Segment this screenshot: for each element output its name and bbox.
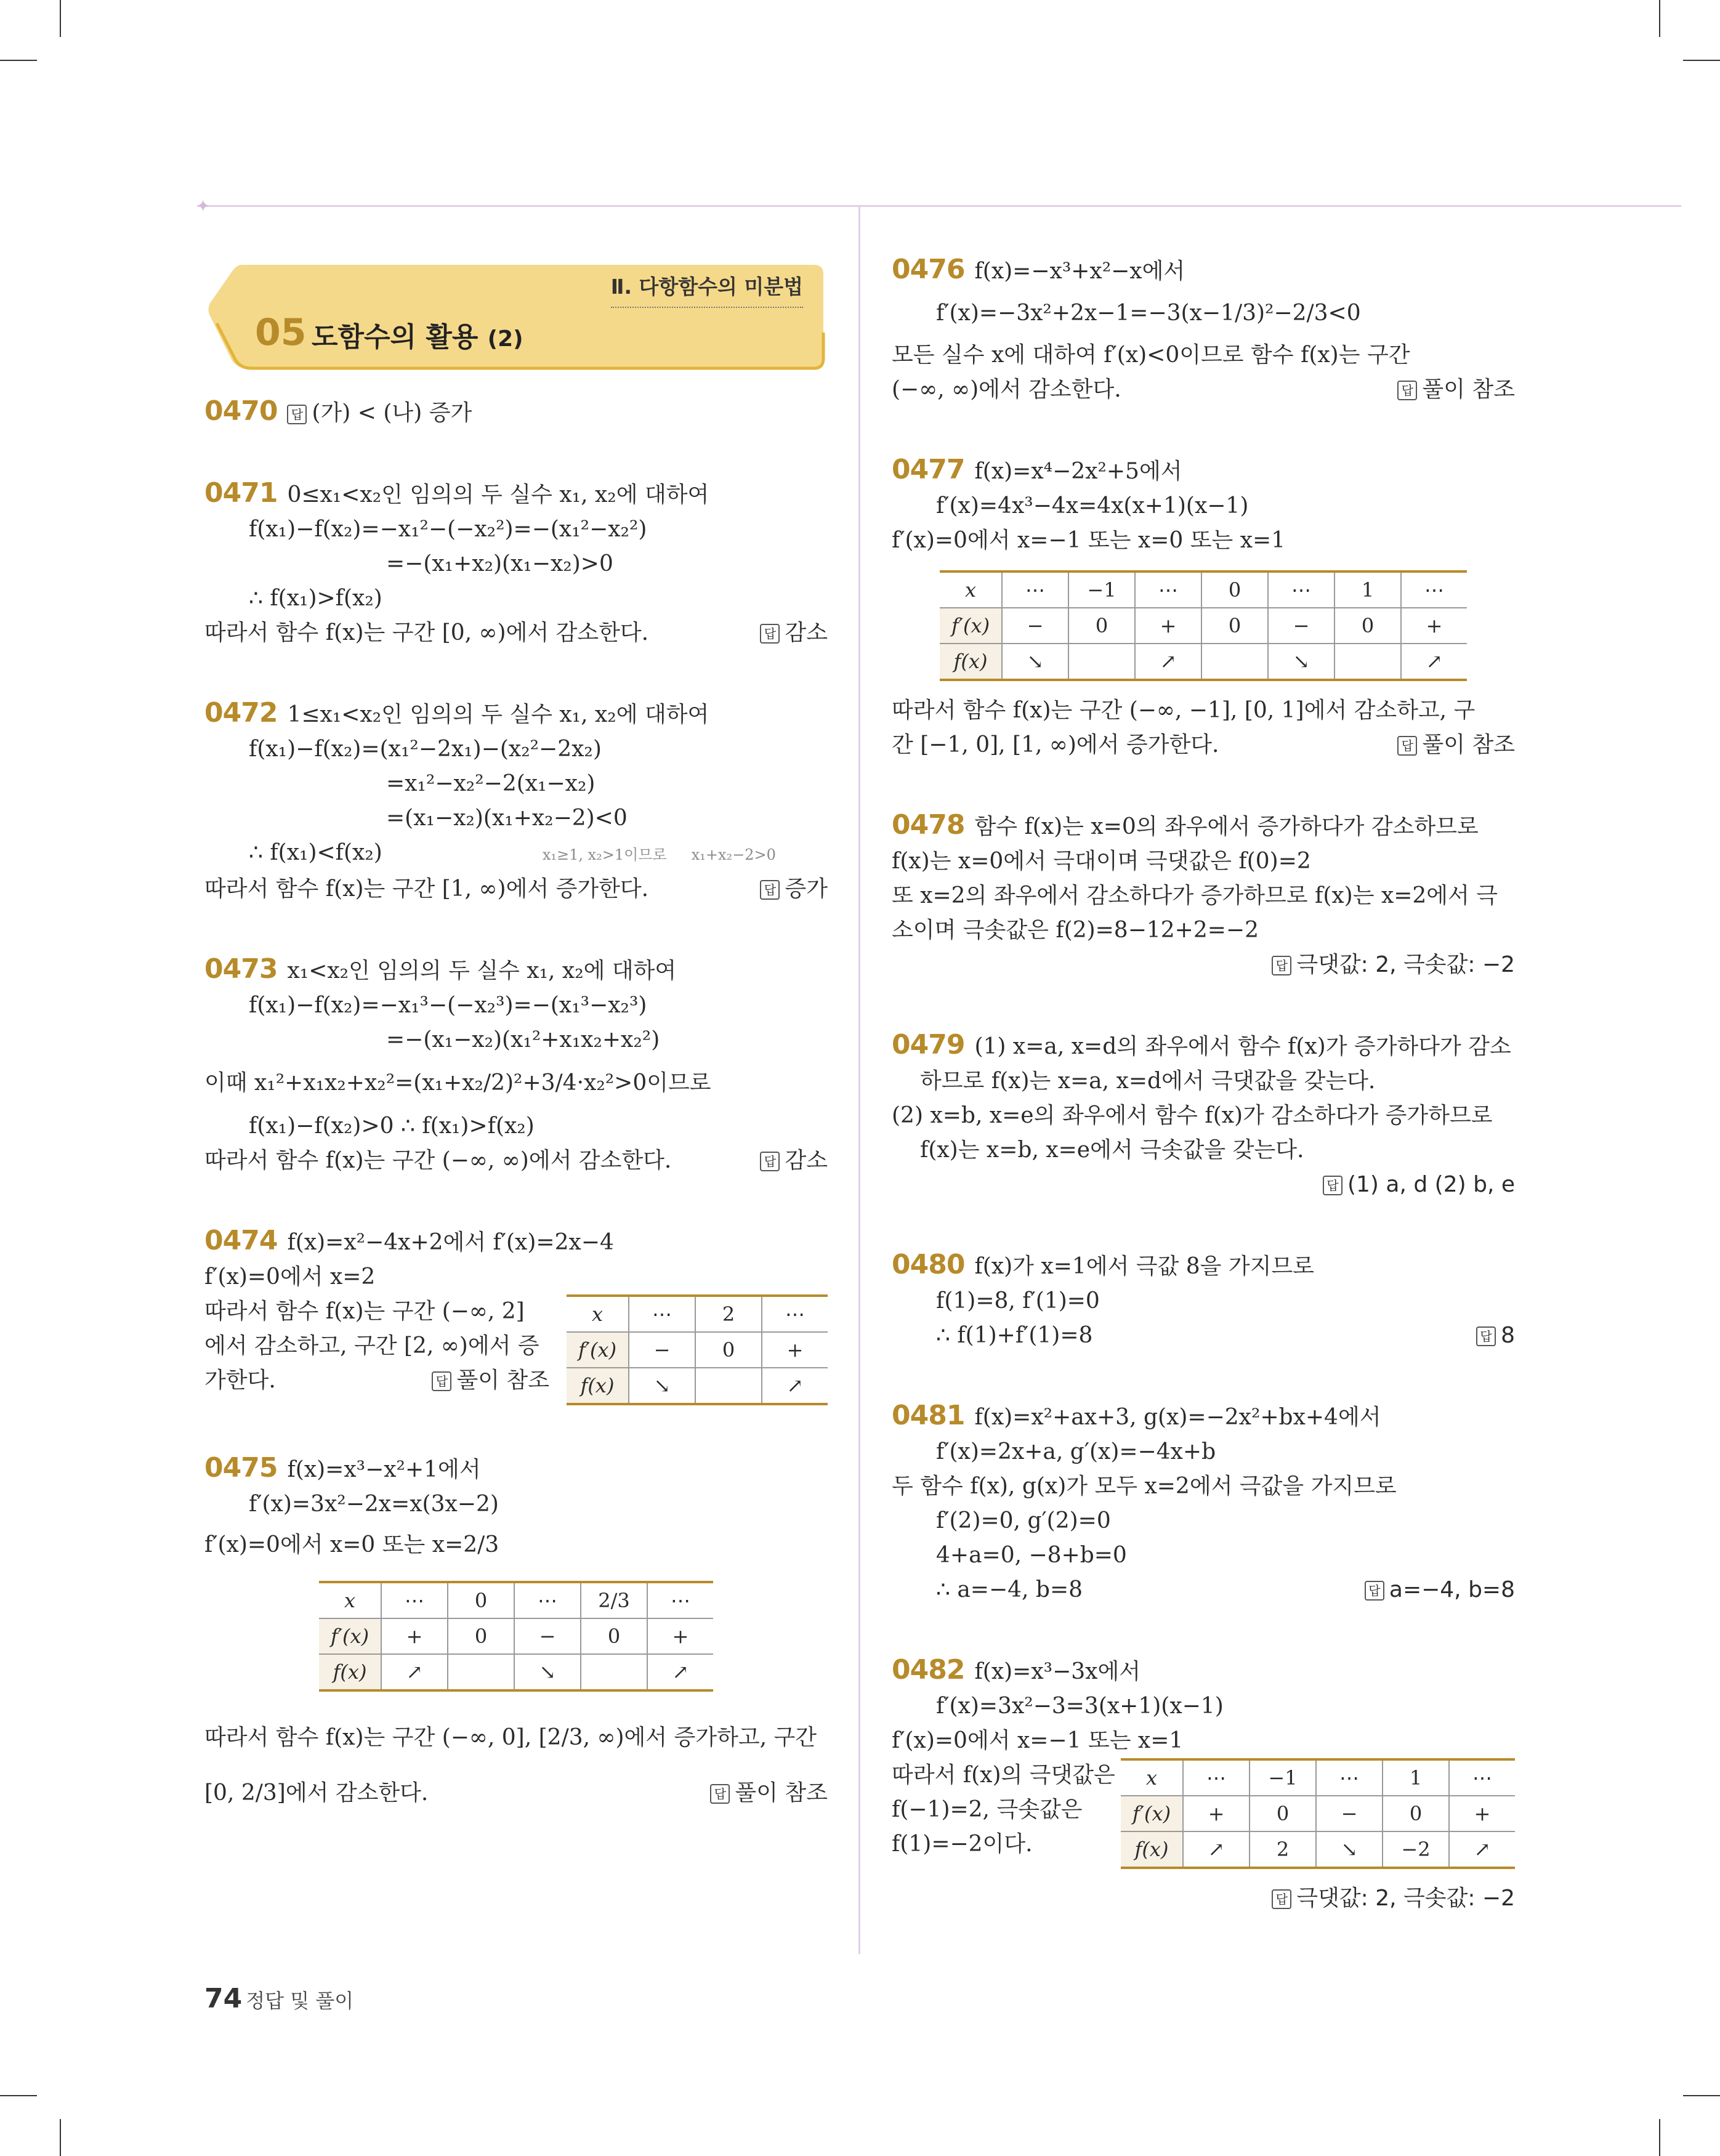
table-cell <box>1068 644 1135 680</box>
answer-mark-icon: 답 <box>1272 1889 1291 1909</box>
solution-line: f′(x)=3x²−3=3(x+1)(x−1) <box>936 1694 1224 1719</box>
table-cell: 0 <box>1250 1796 1316 1831</box>
table-cell: 2 <box>695 1296 762 1332</box>
problem-number: 0478 <box>892 809 965 841</box>
solution-line: f(x₁)−f(x₂)>0 ∴ f(x₁)>f(x₂) <box>249 1113 535 1139</box>
table-cell: 2 <box>1250 1831 1316 1868</box>
solution-line: 따라서 함수 f(x)는 구간 [0, ∞)에서 감소한다. <box>204 620 649 645</box>
table-cell: ⋯ <box>514 1582 581 1618</box>
solution-line: 따라서 함수 f(x)는 구간 [1, ∞)에서 증가한다. <box>204 876 649 902</box>
page-footer <box>204 1983 353 2014</box>
answer-text: 극댓값: 2, 극솟값: −2 <box>1296 1886 1515 1911</box>
variation-table <box>940 570 1467 681</box>
answer-mark-icon: 답 <box>760 880 780 900</box>
solution-line: f(x)=−x³+x²−x에서 <box>974 259 1185 284</box>
problem-number: 0471 <box>204 477 278 509</box>
answer-text: 극댓값: 2, 극솟값: −2 <box>1296 952 1515 977</box>
problem-0478 <box>892 808 1515 982</box>
answer <box>760 1144 828 1178</box>
table-cell: ↗ <box>762 1368 828 1404</box>
table-cell <box>448 1654 514 1690</box>
table-cell: + <box>1449 1796 1515 1831</box>
table-cell <box>695 1368 762 1404</box>
table-cell: ⋯ <box>1449 1759 1515 1796</box>
solution-line: f′(x)=3x²−2x=x(3x−2) <box>249 1492 499 1517</box>
table-cell: + <box>1183 1796 1250 1831</box>
table-cell: ⋯ <box>762 1296 828 1332</box>
table-cell: 0 <box>448 1618 514 1654</box>
table-cell: ↗ <box>1449 1831 1515 1868</box>
table-cell: f(x) <box>567 1368 629 1404</box>
solution-line: =(x₁−x₂)(x₁+x₂−2)<0 <box>386 805 628 831</box>
crop-mark <box>0 2095 37 2096</box>
answer <box>760 616 828 650</box>
answer-text: 8 <box>1501 1323 1515 1348</box>
table-cell: f(x) <box>940 644 1002 680</box>
solution-line: f(x₁)−f(x₂)=−x₁²−(−x₂²)=−(x₁²−x₂²) <box>249 517 647 542</box>
solution-line: ∴ f(x₁)>f(x₂) <box>249 586 382 611</box>
solution-line: (2) x=b, x=e의 좌우에서 함수 f(x)가 감소하다가 증가하므로 <box>892 1103 1493 1128</box>
solution-line: (1) x=a, x=d의 좌우에서 함수 f(x)가 증가하다가 감소 <box>974 1034 1511 1059</box>
solution-line: =−(x₁−x₂)(x₁²+x₁x₂+x₂²) <box>386 1027 660 1052</box>
section-subtitle: (2) <box>487 326 523 352</box>
solution-line: f(x₁)−f(x₂)=(x₁²−2x₁)−(x₂²−2x₂) <box>249 737 602 762</box>
answer-mark-icon: 답 <box>1397 381 1417 400</box>
answer <box>1272 948 1515 982</box>
problem-0471 <box>204 476 828 650</box>
answer-mark-icon: 답 <box>1365 1581 1384 1601</box>
table-cell: + <box>762 1332 828 1368</box>
solution-line: f(x)=x³−x²+1에서 <box>287 1457 481 1482</box>
problem-0470 <box>204 394 828 430</box>
answer-mark-icon: 답 <box>1476 1326 1496 1346</box>
table-cell: f′(x) <box>319 1618 381 1654</box>
table-cell: x <box>1121 1759 1183 1796</box>
solution-line: 두 함수 f(x), g(x)가 모두 x=2에서 극값을 가지므로 <box>892 1474 1397 1499</box>
answer-text: 풀이 참조 <box>1422 732 1515 757</box>
table-cell: −1 <box>1250 1759 1316 1796</box>
answer-text: 풀이 참조 <box>735 1780 828 1806</box>
chapter-label: Ⅱ. 다항함수의 미분법 <box>611 270 803 308</box>
problem-number: 0470 <box>204 395 278 427</box>
solution-line: f′(2)=0, g′(2)=0 <box>936 1508 1111 1533</box>
table-cell: 0 <box>1201 608 1268 644</box>
problem-number: 0473 <box>204 953 278 985</box>
table-cell <box>581 1654 647 1690</box>
problem-0475 <box>204 1451 828 1821</box>
page-number: 74 <box>204 1983 243 2014</box>
problem-number: 0480 <box>892 1249 965 1280</box>
table-cell: ⋯ <box>1002 571 1068 608</box>
table-cell: ↘ <box>1316 1831 1383 1868</box>
solution-line: 소이며 극솟값은 f(2)=8−12+2=−2 <box>892 918 1259 943</box>
problem-0480 <box>892 1248 1515 1353</box>
solution-line: f(x)=x²+ax+3, g(x)=−2x²+bx+4에서 <box>974 1405 1381 1430</box>
table-cell: ↗ <box>381 1654 448 1690</box>
solution-line: (−∞, ∞)에서 감소한다. <box>892 377 1121 402</box>
answer-text: 풀이 참조 <box>456 1368 549 1393</box>
solution-line: =−(x₁+x₂)(x₁−x₂)>0 <box>386 551 613 576</box>
table-cell: 0 <box>1201 571 1268 608</box>
side-note: x₁≥1, x₂>1이므로 <box>542 846 667 863</box>
table-cell: + <box>381 1618 448 1654</box>
answer <box>1397 373 1515 407</box>
problem-0474 <box>204 1224 828 1405</box>
solution-line: 간 [−1, 0], [1, ∞)에서 증가한다. <box>892 732 1219 757</box>
table-cell: 0 <box>448 1582 514 1618</box>
answer-text: 감소 <box>785 1148 828 1173</box>
answer-mark-icon: 답 <box>432 1371 451 1391</box>
answer-mark-icon: 답 <box>287 405 307 424</box>
problem-0481 <box>892 1399 1515 1607</box>
answer <box>760 872 828 906</box>
crop-mark <box>60 2119 61 2156</box>
answer-text: 풀이 참조 <box>1422 377 1515 402</box>
chapter-banner <box>204 259 828 376</box>
problem-number: 0472 <box>204 697 278 729</box>
table-cell: ⋯ <box>1135 571 1201 608</box>
crop-mark <box>60 0 61 37</box>
table-cell: x <box>567 1296 629 1332</box>
problem-number: 0477 <box>892 454 965 485</box>
column-divider <box>858 205 860 1954</box>
solution-line: 따라서 f(x)의 극댓값은 <box>892 1762 1115 1788</box>
table-cell: 2/3 <box>581 1582 647 1618</box>
table-cell: ↘ <box>1268 644 1334 680</box>
solution-line: ∴ a=−4, b=8 <box>936 1577 1083 1602</box>
problem-0476 <box>892 252 1515 407</box>
solution-line: 0≤x₁<x₂인 임의의 두 실수 x₁, x₂에 대하여 <box>287 482 709 507</box>
solution-line <box>204 836 828 872</box>
table-cell: ↘ <box>514 1654 581 1690</box>
table-cell: f′(x) <box>1121 1796 1183 1831</box>
answer-mark-icon: 답 <box>1272 956 1291 975</box>
problem-number: 0481 <box>892 1400 965 1431</box>
table-cell: x <box>940 571 1002 608</box>
answer-mark-icon: 답 <box>760 624 780 644</box>
right-column <box>892 252 1515 1916</box>
solution-line: f(x)=x²−4x+2에서 f′(x)=2x−4 <box>287 1230 614 1255</box>
table-cell: + <box>647 1618 713 1654</box>
problem-number: 0482 <box>892 1654 965 1686</box>
table-cell: − <box>1268 608 1334 644</box>
solution-line: f(x₁)−f(x₂)=−x₁³−(−x₂³)=−(x₁³−x₂³) <box>249 993 647 1018</box>
solution-line: [0, 2/3]에서 감소한다. <box>204 1780 429 1806</box>
solution-line: 따라서 함수 f(x)는 구간 (−∞, 2] <box>204 1299 525 1324</box>
solution-line: f′(x)=−3x²+2x−1=−3(x−1/3)²−2/3<0 <box>936 301 1361 326</box>
header-rule <box>197 205 1681 207</box>
solution-line: 따라서 함수 f(x)는 구간 (−∞, ∞)에서 감소한다. <box>204 1148 672 1173</box>
table-cell: ↘ <box>629 1368 695 1404</box>
table-cell: ↗ <box>1401 644 1467 680</box>
solution-text: ∴ f(x₁)<f(x₂) <box>249 840 382 865</box>
crop-mark <box>1659 2119 1660 2156</box>
solution-line: 함수 f(x)는 x=0의 좌우에서 증가하다가 감소하므로 <box>974 814 1479 839</box>
table-cell: f′(x) <box>567 1332 629 1368</box>
table-cell: ↗ <box>1135 644 1201 680</box>
section-title-text: 도함수의 활용 <box>312 321 478 353</box>
problem-number: 0479 <box>892 1029 965 1060</box>
solution-line: f(1)=8, f′(1)=0 <box>936 1288 1100 1314</box>
star-icon: ✦ <box>196 196 211 216</box>
table-cell: f′(x) <box>940 608 1002 644</box>
side-note: x₁+x₂−2>0 <box>691 846 776 863</box>
solution-line: x₁<x₂인 임의의 두 실수 x₁, x₂에 대하여 <box>287 958 677 983</box>
table-cell: 0 <box>581 1618 647 1654</box>
solution-line: 에서 감소하고, 구간 [2, ∞)에서 증 <box>204 1333 539 1359</box>
problem-number: 0476 <box>892 254 965 285</box>
table-cell: ↘ <box>1002 644 1068 680</box>
problem-0473 <box>204 952 828 1178</box>
solution-line: =x₁²−x₂²−2(x₁−x₂) <box>386 771 596 796</box>
table-cell: − <box>1316 1796 1383 1831</box>
table-cell: ↗ <box>647 1654 713 1690</box>
solution-line: f(x)는 x=b, x=e에서 극솟값을 갖는다. <box>920 1137 1304 1163</box>
answer <box>1272 1881 1515 1916</box>
problem-0472 <box>204 696 828 906</box>
table-cell: f(x) <box>319 1654 381 1690</box>
solution-line: f(1)=−2이다. <box>892 1831 1033 1857</box>
table-cell: 0 <box>695 1332 762 1368</box>
table-cell: ⋯ <box>647 1582 713 1618</box>
crop-mark <box>0 60 37 61</box>
solution-line: f′(x)=0에서 x=2 <box>204 1264 376 1290</box>
solution-line: (가) < (나) 증가 <box>312 400 472 426</box>
table-cell: 0 <box>1334 608 1401 644</box>
crop-mark <box>1659 0 1660 37</box>
answer <box>1323 1168 1515 1202</box>
answer <box>710 1766 828 1821</box>
answer <box>1397 728 1515 762</box>
answer-text: 감소 <box>785 620 828 645</box>
table-cell: ↗ <box>1183 1831 1250 1868</box>
answer-text: a=−4, b=8 <box>1389 1577 1515 1602</box>
table-cell: ⋯ <box>629 1296 695 1332</box>
solution-line: f(−1)=2, 극솟값은 <box>892 1797 1083 1822</box>
solution-line: f′(x)=2x+a, g′(x)=−4x+b <box>936 1439 1216 1464</box>
table-cell <box>1334 644 1401 680</box>
problem-0477 <box>892 453 1515 762</box>
solution-line: f(x)는 x=0에서 극대이며 극댓값은 f(0)=2 <box>892 849 1311 874</box>
solution-line: 1≤x₁<x₂인 임의의 두 실수 x₁, x₂에 대하여 <box>287 702 709 727</box>
solution-line: 이때 x₁²+x₁x₂+x₂²=(x₁+x₂/2)²+3/4·x₂²>0이므로 <box>204 1070 711 1096</box>
table-cell: ⋯ <box>1401 571 1467 608</box>
answer-mark-icon: 답 <box>1323 1176 1342 1195</box>
crop-mark <box>1683 2095 1720 2096</box>
table-cell: 1 <box>1383 1759 1449 1796</box>
section-number: 05 <box>255 311 307 354</box>
solution-line: f(x)=x⁴−2x²+5에서 <box>974 459 1182 484</box>
problem-0482 <box>892 1653 1515 1916</box>
table-cell: ⋯ <box>381 1582 448 1618</box>
table-cell: + <box>1135 608 1201 644</box>
answer <box>1476 1318 1515 1353</box>
solution-line: f(x)가 x=1에서 극값 8을 가지므로 <box>974 1254 1314 1279</box>
problem-number: 0474 <box>204 1225 278 1256</box>
solution-line: 따라서 함수 f(x)는 구간 (−∞, −1], [0, 1]에서 감소하고, 구 <box>892 698 1476 723</box>
solution-line: f′(x)=0에서 x=−1 또는 x=1 <box>892 1728 1184 1753</box>
answer <box>432 1363 549 1398</box>
table-cell: 0 <box>1383 1796 1449 1831</box>
table-cell: 0 <box>1068 608 1135 644</box>
table-cell <box>1201 644 1268 680</box>
table-cell: − <box>514 1618 581 1654</box>
solution-line: 따라서 함수 f(x)는 구간 (−∞, 0], [2/3, ∞)에서 증가하고, 구간 <box>204 1725 817 1750</box>
table-cell: ⋯ <box>1183 1759 1250 1796</box>
table-cell: −1 <box>1068 571 1135 608</box>
answer-text: 증가 <box>785 876 828 902</box>
left-column <box>204 259 828 1867</box>
variation-table <box>1121 1758 1515 1869</box>
solution-line: 가한다. <box>204 1368 276 1393</box>
solution-line: f′(x)=0에서 x=−1 또는 x=0 또는 x=1 <box>892 528 1286 553</box>
answer-mark-icon: 답 <box>1397 736 1417 756</box>
solution-line: 모든 실수 x에 대하여 f′(x)<0이므로 함수 f(x)는 구간 <box>892 342 1410 368</box>
table-cell: + <box>1401 608 1467 644</box>
problem-0479 <box>892 1028 1515 1202</box>
solution-line: 4+a=0, −8+b=0 <box>936 1543 1127 1568</box>
solution-line: 하므로 f(x)는 x=a, x=d에서 극댓값을 갖는다. <box>920 1068 1376 1094</box>
table-cell: −2 <box>1383 1831 1449 1868</box>
answer-mark-icon: 답 <box>760 1152 780 1171</box>
section-title <box>312 320 523 357</box>
table-cell: ⋯ <box>1316 1759 1383 1796</box>
footer-label: 정답 및 풀이 <box>246 1989 354 2013</box>
solution-line: 또 x=2의 좌우에서 감소하다가 증가하므로 f(x)는 x=2에서 극 <box>892 883 1498 908</box>
table-cell: x <box>319 1582 381 1618</box>
answer <box>1365 1573 1515 1607</box>
table-cell: ⋯ <box>1268 571 1334 608</box>
answer-mark-icon: 답 <box>710 1784 730 1804</box>
solution-line: f′(x)=0에서 x=0 또는 x=2/3 <box>204 1532 499 1557</box>
table-cell: − <box>1002 608 1068 644</box>
crop-mark <box>1683 60 1720 61</box>
variation-table <box>319 1581 713 1692</box>
problem-number: 0475 <box>204 1452 278 1484</box>
solution-line: ∴ f(1)+f′(1)=8 <box>936 1323 1093 1348</box>
variation-table <box>567 1294 828 1405</box>
table-cell: f(x) <box>1121 1831 1183 1868</box>
solution-line: f(x)=x³−3x에서 <box>974 1659 1141 1684</box>
table-cell: 1 <box>1334 571 1401 608</box>
table-cell: − <box>629 1332 695 1368</box>
solution-line: f′(x)=4x³−4x=4x(x+1)(x−1) <box>936 493 1249 519</box>
answer-text: (1) a, d (2) b, e <box>1347 1172 1515 1197</box>
